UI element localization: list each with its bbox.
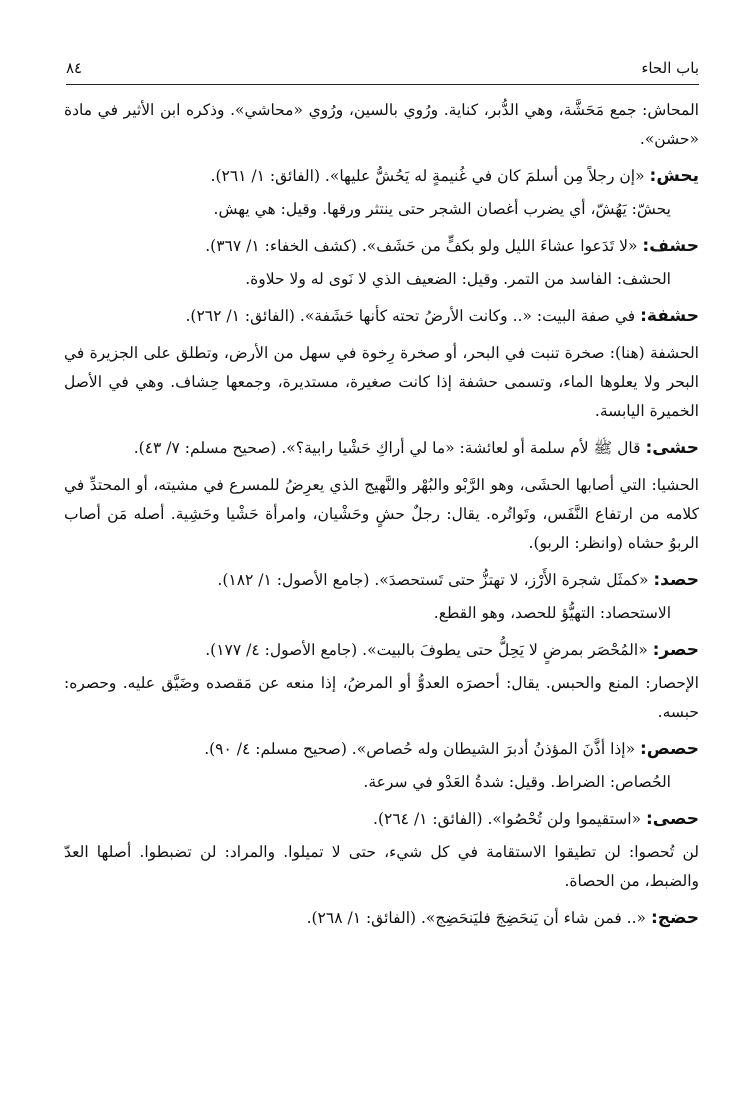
definition-paragraph (64, 599, 699, 628)
definition-paragraph (64, 471, 699, 558)
definition-paragraph (64, 669, 699, 727)
definition-text: المحاش: جمع مَحَشَّة، وهي الدُّبر، كناية. ورُوي بالسين، ورُوي «محاشي». وذكره ابن الأثير في مادة «حشن». (64, 101, 699, 148)
hadith-citation: «إذا أذَّنَ المؤذنُ أدبرَ الشيطان وله حُصاص». (صحيح مسلم: ٤/ ٩٠). (204, 740, 640, 758)
definition-text: الحشيا: التي أصابها الحشَى، وهو الرَّبْو والبُهْر والنَّهيج الذي يعرِضُ للمسرع في مشيته، أو المحتدِّ في كلامه من ارتفاع النَّفَس، وتَواتُره. يقال: رجلٌ حشٍ وحَشْيان، وامرأة حَشْيا وحَشِية. أصله مَن أصاب الربوُ حشاه (وانظر: الربو). (64, 476, 699, 552)
entry-headword-line (64, 636, 699, 665)
hadith-citation: «استقيموا ولن تُحْصُوا». (الفائق: ١/ ٢٦٤). (373, 810, 646, 828)
entry-headword-line (64, 735, 699, 764)
entry-headword-line (64, 904, 699, 933)
entry-headword-line (64, 302, 699, 331)
entry-headword-line (64, 232, 699, 261)
hadith-citation: «كمثَل شجرة الأَرْز، لا تهتزُّ حتى تَستحصدَ». (جامع الأصول: ١/ ١٨٢). (217, 571, 654, 589)
headword: حضج: (650, 908, 699, 928)
headword: حصى: (645, 809, 699, 829)
hadith-citation: «لا تَدَعوا عشاءَ الليل ولو بكفٍّ من حَشَف». (كشف الخفاء: ١/ ٣٦٧). (205, 237, 643, 255)
entry-headword-line (64, 805, 699, 834)
hadith-citation: «إن رجلاً مِن أسلمَ كان في غُنيمةٍ له يَحُشُّ عليها». (الفائق: ١/ ٢٦١). (210, 167, 650, 185)
header-divider (66, 84, 699, 85)
hadith-citation: «المُحْصَر بمرضٍ لا يَحِلُّ حتى يطوفَ بالبيت». (جامع الأصول: ٤/ ١٧٧). (205, 641, 653, 659)
headword: حشفة: (640, 306, 699, 326)
section-title: باب الحاء (641, 59, 699, 77)
definition-text: الحشفة (هنا): صخرة تنبت في البحر، أو صخرة رِخوة في سهل من الأرض، وتطلق على الجزيرة في البحر ولا يعلوها الماء، وتسمى حشفة إذا كانت صغيرة، مستديرة، وجمعها حِشاف. وهي في الأصل الخميرة اليابسة. (64, 344, 699, 420)
headword: حصص: (640, 739, 699, 759)
entry-headword-line (64, 162, 699, 191)
definition-text: الحُصاص: الضراط. وقيل: شدةُ العَدْو في سرعة. (363, 773, 671, 791)
headword: حشى: (645, 438, 699, 458)
definition-text: الاستحصاد: التهيُّؤ للحصد، وهو القطع. (433, 604, 671, 622)
headword: حشف: (642, 236, 699, 256)
definition-paragraph (64, 339, 699, 426)
hadith-citation: «.. فمن شاء أن يَنحَضِجَ فليَنحَضِج». (الفائق: ١/ ٢٦٨). (306, 909, 651, 927)
hadith-citation: في صفة البيت: «.. وكانت الأرضُ تحته كأنها حَشَفة». (الفائق: ١/ ٢٦٢). (185, 307, 641, 325)
definition-paragraph (64, 768, 699, 797)
hadith-citation: قال ﷺ لأم سلمة أو لعائشة: «ما لي أراكِ حَشْيا رابية؟». (صحيح مسلم: ٧/ ٤٣). (133, 439, 646, 457)
definition-paragraph (64, 195, 699, 224)
page-number: ٨٤ (66, 59, 83, 77)
entry-headword-line (64, 434, 699, 463)
entry-headword-line (64, 566, 699, 595)
definition-text: يحشّ: يَهُشّ، أي يضرب أغصان الشجر حتى ينتثر ورقها. وقيل: هي يهش. (213, 200, 671, 218)
definition-paragraph (64, 838, 699, 896)
headword: يحش: (649, 166, 699, 186)
page-body (64, 96, 699, 941)
definition-text: الحشف: الفاسد من التمر. وقيل: الضعيف الذي لا نَوى له ولا حلاوة. (245, 270, 671, 288)
headword: حصر: (652, 640, 699, 660)
definition-paragraph (64, 96, 699, 154)
definition-text: لن تُحصوا: لن تطيقوا الاستقامة في كل شيء، حتى لا تميلوا. والمراد: لن تضبطوا. أصلها العدّ والضبط، من الحصاة. (64, 843, 699, 890)
definition-text: الإحصار: المنع والحبس. يقال: أحصرَه العدوُّ أو المرضُ، إذا منعه عن مَقصده وضَيَّق عليه. وحصره: حبسه. (64, 674, 699, 721)
definition-paragraph (64, 265, 699, 294)
headword: حصد: (653, 570, 699, 590)
running-header (66, 56, 699, 80)
